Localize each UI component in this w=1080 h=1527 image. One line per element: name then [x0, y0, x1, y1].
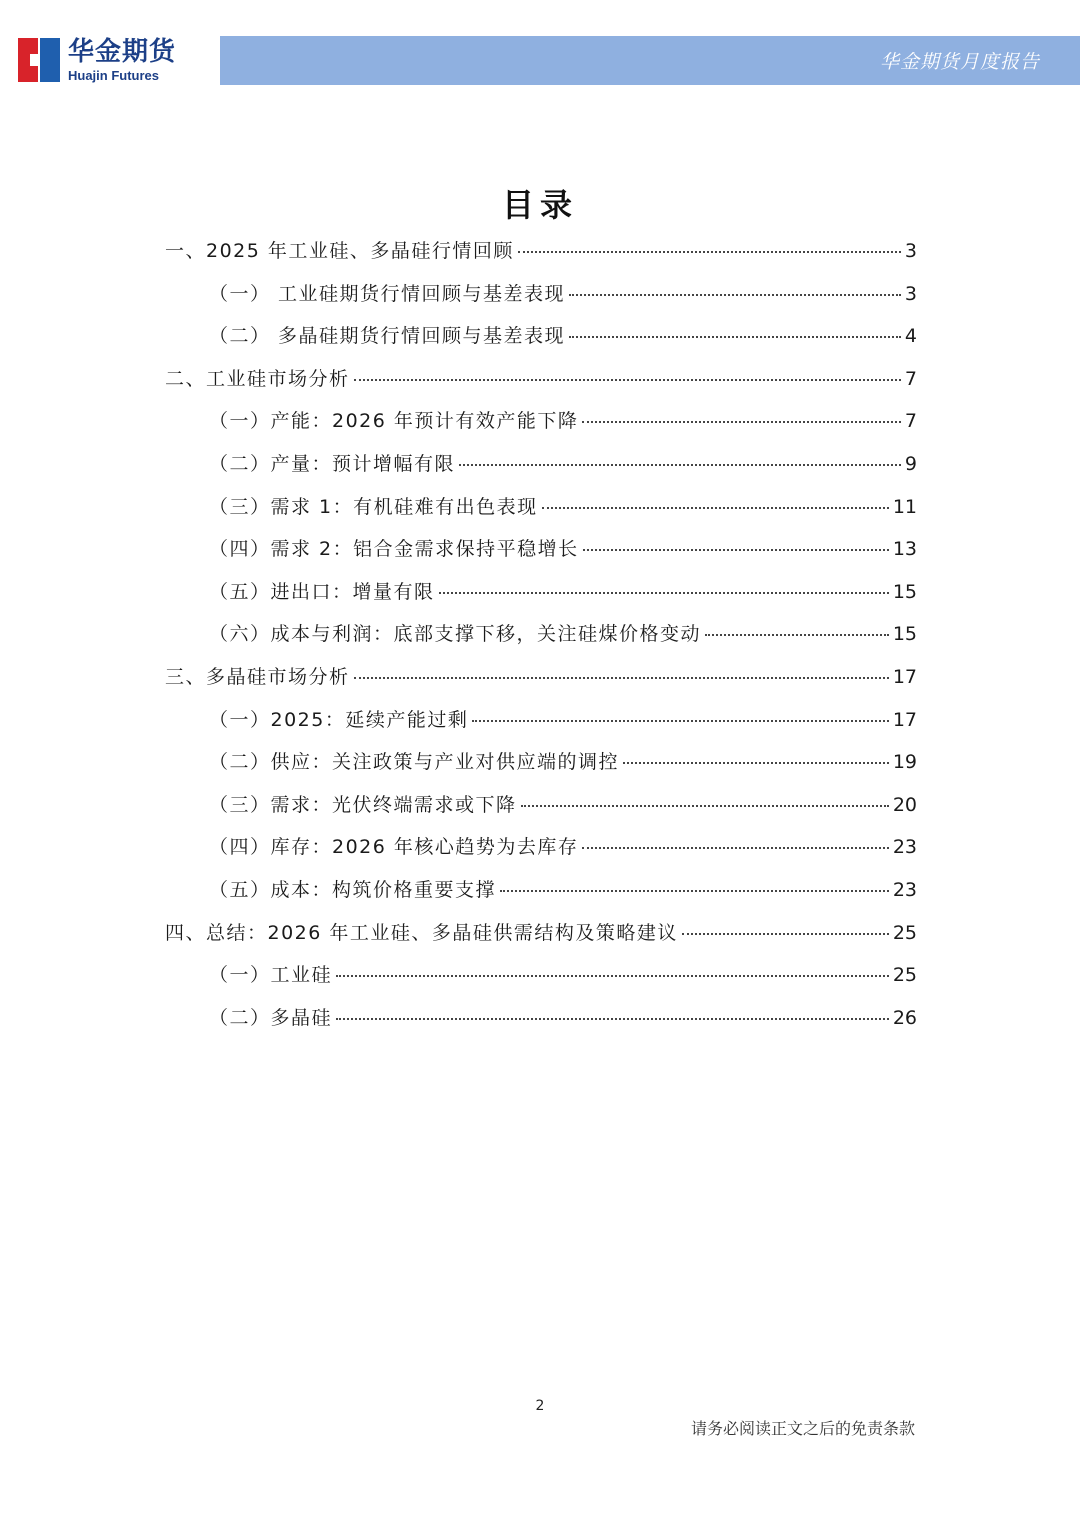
- toc-page-number: 26: [892, 1006, 917, 1029]
- page-header: [0, 0, 1080, 100]
- toc-entry-label: 二、工业硅市场分析: [165, 367, 350, 390]
- toc-dot-leader: [518, 250, 901, 253]
- toc-subsection-row[interactable]: [165, 534, 917, 577]
- toc-dot-leader: [583, 548, 889, 551]
- toc-page-number: 15: [892, 623, 917, 646]
- toc-entry-label: （二）供应：关注政策与产业对供应端的调控: [209, 751, 620, 774]
- toc-dot-leader: [500, 889, 889, 892]
- company-logo: [18, 36, 176, 84]
- toc-entry-label: （三）需求：光伏终端需求或下降: [209, 793, 517, 816]
- toc-dot-leader: [336, 974, 889, 977]
- toc-entry-label: （一）产能：2026 年预计有效产能下降: [209, 410, 579, 433]
- toc-page-number: 15: [892, 580, 917, 603]
- toc-entry-label: （二）多晶硅: [209, 1006, 333, 1029]
- toc-page-number: 9: [904, 452, 917, 475]
- toc-section-row[interactable]: [165, 364, 917, 407]
- toc-subsection-row[interactable]: [165, 1003, 917, 1046]
- toc-subsection-row[interactable]: [165, 832, 917, 875]
- toc-subsection-row[interactable]: [165, 875, 917, 918]
- toc-page-number: 4: [904, 325, 917, 348]
- table-of-contents: [165, 236, 917, 1045]
- page-title: 目录: [501, 186, 578, 224]
- toc-page-number: 3: [904, 282, 917, 305]
- toc-entry-label: （五）进出口：增量有限: [209, 580, 435, 603]
- toc-page-number: 19: [892, 751, 917, 774]
- toc-subsection-row[interactable]: [165, 619, 917, 662]
- toc-dot-leader: [336, 1017, 889, 1020]
- report-type-label: 华金期货月度报告: [879, 51, 1040, 73]
- toc-entry-label: （一）工业硅: [209, 964, 333, 987]
- toc-dot-leader: [582, 420, 901, 423]
- toc-page-number: 7: [904, 367, 917, 390]
- logo-mark-icon: [18, 38, 60, 82]
- page-number: 2: [535, 1398, 545, 1414]
- toc-subsection-row[interactable]: [165, 577, 917, 620]
- disclaimer-note: 请务必阅读正文之后的免责条款: [690, 1419, 915, 1438]
- toc-dot-leader: [354, 676, 889, 679]
- toc-dot-leader: [569, 293, 901, 296]
- toc-subsection-row[interactable]: [165, 449, 917, 492]
- toc-dot-leader: [354, 378, 901, 381]
- toc-entry-label: （三）需求 1：有机硅难有出色表现: [209, 495, 538, 518]
- toc-dot-leader: [569, 335, 901, 338]
- toc-entry-label: （一）2025：延续产能过剩: [209, 708, 469, 731]
- toc-page-number: 11: [892, 495, 917, 518]
- toc-dot-leader: [439, 591, 889, 594]
- toc-subsection-row[interactable]: [165, 705, 917, 748]
- toc-page-number: 23: [892, 878, 917, 901]
- toc-section-row[interactable]: [165, 236, 917, 279]
- toc-page-number: 25: [892, 921, 917, 944]
- toc-section-row[interactable]: [165, 918, 917, 961]
- toc-entry-label: 一、2025 年工业硅、多晶硅行情回顾: [165, 240, 514, 262]
- toc-page-number: 23: [892, 836, 917, 859]
- toc-subsection-row[interactable]: [165, 492, 917, 535]
- toc-page-number: 3: [904, 240, 917, 262]
- toc-entry-label: 四、总结：2026 年工业硅、多晶硅供需结构及策略建议: [165, 921, 678, 944]
- toc-entry-label: （二） 多晶硅期货行情回顾与基差表现: [209, 325, 566, 348]
- toc-dot-leader: [623, 761, 889, 764]
- logo-english-name: Huajin Futures: [68, 67, 160, 83]
- toc-entry-label: （一） 工业硅期货行情回顾与基差表现: [209, 282, 566, 305]
- toc-dot-leader: [705, 633, 889, 636]
- toc-entry-label: 三、多晶硅市场分析: [165, 665, 350, 688]
- toc-subsection-row[interactable]: [165, 747, 917, 790]
- toc-dot-leader: [459, 463, 901, 466]
- toc-subsection-row[interactable]: [165, 790, 917, 833]
- toc-subsection-row[interactable]: [165, 960, 917, 1003]
- toc-dot-leader: [521, 804, 889, 807]
- toc-subsection-row[interactable]: [165, 321, 917, 364]
- toc-subsection-row[interactable]: [165, 279, 917, 322]
- toc-entry-label: （二）产量：预计增幅有限: [209, 452, 456, 475]
- toc-page-number: 20: [892, 793, 917, 816]
- toc-dot-leader: [682, 932, 889, 935]
- toc-page-number: 25: [892, 964, 917, 987]
- toc-dot-leader: [582, 846, 888, 849]
- toc-entry-label: （六）成本与利润：底部支撑下移，关注硅煤价格变动: [209, 623, 702, 646]
- toc-entry-label: （五）成本：构筑价格重要支撑: [209, 878, 497, 901]
- toc-dot-leader: [542, 506, 889, 509]
- toc-subsection-row[interactable]: [165, 406, 917, 449]
- toc-dot-leader: [472, 719, 888, 722]
- toc-page-number: 17: [892, 708, 917, 731]
- toc-page-number: 17: [892, 665, 917, 688]
- toc-page-number: 13: [892, 538, 917, 561]
- toc-section-row[interactable]: [165, 662, 917, 705]
- toc-entry-label: （四）库存：2026 年核心趋势为去库存: [209, 836, 579, 859]
- logo-chinese-name: 华金期货: [68, 36, 177, 67]
- toc-entry-label: （四）需求 2：铝合金需求保持平稳增长: [209, 538, 579, 561]
- header-banner: [220, 36, 1080, 85]
- toc-page-number: 7: [904, 410, 917, 433]
